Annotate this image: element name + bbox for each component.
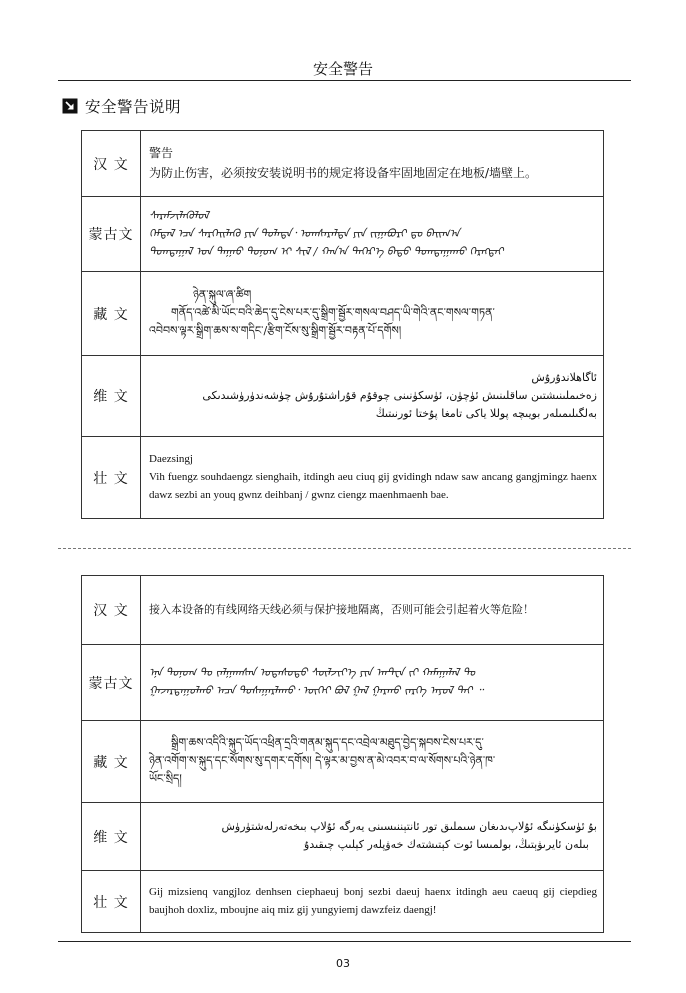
section-title: 安全警告说明 <box>85 98 182 116</box>
text-line: གནོད་འཚེ་མི་ཡོང་བའི་ཆེད་དུ་ངེས་པར་དུ་སྒྲིག་སྦྱོར་གསལ་བཤད་ཡི་གེའི་ནང་གསལ་གཏན་ <box>171 306 495 319</box>
arrow-box-icon <box>62 98 78 114</box>
text-line: འབེབས་ལྟར་སྒྲིག་ཆས་ས་གདིང་/རྩིག་ངོས་སུ་སྒྲིག་སྦྱོར་བརྟན་པོ་དགོས། <box>149 324 402 337</box>
lang-label-tibetan: 藏 文 <box>82 272 141 356</box>
warning-heading: Daezsingj <box>149 453 193 465</box>
text-line: ཡོང་སྲིད། <box>149 772 182 785</box>
text-line: ᠰᠡᠷᠡᠮᠵᠢᠯᠡᠭᠦᠯᠦᠯ <box>149 208 209 222</box>
text-line: ᠭᠠᠵᠠᠷᠳᠠᠭᠤᠯᠬᠤ ᠠᠴᠠ ᠲᠤᠰᠠᠭᠠᠷᠯᠠᠬᠤ᠂ ᠦᠭᠡᠢ ᠪᠣᠯ ᠭᠠᠯ ᠭᠠᠷᠬᠤ ᠵᠡᠷᠭᠡ ᠠᠶᠤᠯ ᠲᠠᠢ ᠃ <box>149 684 484 697</box>
lang-label-zhuang: 壮 文 <box>82 871 141 933</box>
mongolian-warning <box>141 197 604 272</box>
tibetan-warning <box>141 272 604 356</box>
warning-body: Vih fuengz souhdaengz sienghaih, itdingh aeu ciuq gij gvidingh ndaw saw ancang gangjmingz haenx dawz sezbi an youq gwnz deihbanj / gwnz ciengz maenhmaenh bae. <box>149 471 597 501</box>
zhuang-warning <box>141 437 604 519</box>
uyghur-warning <box>141 356 604 437</box>
lang-label-chinese: 汉 文 <box>82 131 141 197</box>
warning-body: 为防止伤害，必须按安装说明书的规定将设备牢固地固定在地板/墙壁上。 <box>149 166 538 180</box>
footer-rule <box>58 941 631 942</box>
table-row <box>82 645 604 721</box>
lang-label-tibetan: 藏 文 <box>82 721 141 803</box>
page-number: 03 <box>336 957 350 970</box>
lang-label-chinese: 汉 文 <box>82 576 141 645</box>
chinese-warning: 接入本设备的有线网络天线必须与保护接地隔离，否则可能会引起着火等危险！ <box>141 576 604 645</box>
table-row <box>82 721 604 803</box>
tibetan-warning <box>141 721 604 803</box>
table-row <box>82 437 604 519</box>
text-line: ཉེན་འགོག་ས་སྐུད་དང་སོགས་སུ་དགར་དགོས། དེ་ལྟར་མ་བྱས་ན་མེ་འབར་བ་ལ་སོགས་པའི་ཉེན་ཁ་ <box>149 754 496 767</box>
table-row <box>82 131 604 197</box>
table-row <box>82 803 604 871</box>
uyghur-warning <box>141 803 604 871</box>
lang-label-uyghur: 维 文 <box>82 356 141 437</box>
text-line: ᠲᠣᠭᠲᠠᠭᠠᠯ ᠤᠨ ᠳᠠᠭᠠᠤ ᠲᠣᠨᠣᠭ ᠢ ᠰᠢᠯ / ᠬᠠᠨ᠎ᠠ ᠳᠡᠭᠡᠷ᠎ᠡ ᠪᠠᠲᠤ ᠲᠣᠭᠲᠠᠭᠠᠬᠤ ᠬᠡᠷᠡᠭᠲᠡᠢ <box>149 244 504 258</box>
chinese-warning <box>141 131 604 197</box>
header-rule <box>58 80 631 81</box>
table-row <box>82 356 604 437</box>
text-line: ᠡᠨᠡ ᠲᠣᠨᠣᠭ ᠲᠤ ᠵᠠᠯᠭᠠᠭᠰᠠᠨ ᠤᠲᠠᠰᠤᠲᠤ ᠰᠦᠯᠵᠢᠶ᠎ᠡ ᠶᠢᠨ ᠠᠨᠲ᠋ᠧᠨ ᠵᠢ ᠬᠠᠮᠠᠭᠠᠯᠠᠯ ᠲᠤ <box>149 666 475 679</box>
table-row <box>82 871 604 933</box>
text-line: زەخىملىنىشتىن ساقلىنىش ئۈچۈن، ئۈسكۈنىنى چوقۇم قۇراشتۇرۇش چۈشەندۈرۈشىدىكى <box>202 388 597 402</box>
section-heading <box>62 95 181 117</box>
page-header-title: 安全警告 <box>312 60 373 78</box>
warning-table-1 <box>81 130 604 519</box>
lang-label-mongolian: 蒙古文 <box>82 645 141 721</box>
mongolian-warning <box>141 645 604 721</box>
text-line: بۇ ئۈسكۈنىگە ئۇلاپ‌ىدىغان سىملىق تور ئانتېننىسىنى يەرگە ئۇلاپ بىخەتەرلەشتۈرۈش <box>221 820 597 833</box>
warning-table-2 <box>81 575 604 933</box>
warning-heading: ئاگاھلاندۇرۇش <box>531 370 597 384</box>
table-row <box>82 197 604 272</box>
warning-heading: ཉེན་སྐུལ་ཞ་ཚིག <box>193 288 252 301</box>
text-line: ᠭᠡᠮᠲᠡᠯ ᠡᠴᠡ ᠰᠡᠷᠭᠡᠢᠯᠡᠬᠦ ᠶᠢᠨ ᠲᠤᠯᠠᠳᠠ᠂ ᠤᠭᠰᠠᠷᠠᠯᠲᠠ ᠶᠢᠨ ᠵᠢᠭᠠᠪᠤᠷᠢ ᠳᠤ ᠪᠠᠢᠭ᠎ᠠ <box>149 226 460 240</box>
text-line: بىلەن ئايرىۋېتىڭ، بولمىسا ئوت كېتىشتەك خەۋپلەر كېلىپ چىقىدۇ <box>304 838 589 851</box>
text-line: སྒྲིག་ཆས་འདིའི་སྐུད་ཡོད་འཕྲིན་དྲའི་གནམ་སྐུད་དང་འབྲེལ་མཐུད་བྱེད་སྐབས་ངེས་པར་དུ་ <box>171 736 484 749</box>
text-line: بەلگىلىمىلەر بويىچە پوللا ياكى تامغا پۇختا ئورنىتىڭ <box>375 406 597 420</box>
zhuang-warning: Gij mizsienq vangjloz denhsen ciephaeuj bonj sezbi daeuj haenx itdingh aeu caeuq gij ciepdieg baujhoh doxliz, mboujne aiq miz gij yungyiemj dawzfeiz daengj! <box>141 871 604 933</box>
warning-heading: 警告 <box>149 146 174 160</box>
table-row <box>82 272 604 356</box>
table-row <box>82 576 604 645</box>
lang-label-uyghur: 维 文 <box>82 803 141 871</box>
section-divider <box>58 548 631 549</box>
lang-label-zhuang: 壮 文 <box>82 437 141 519</box>
lang-label-mongolian: 蒙古文 <box>82 197 141 272</box>
